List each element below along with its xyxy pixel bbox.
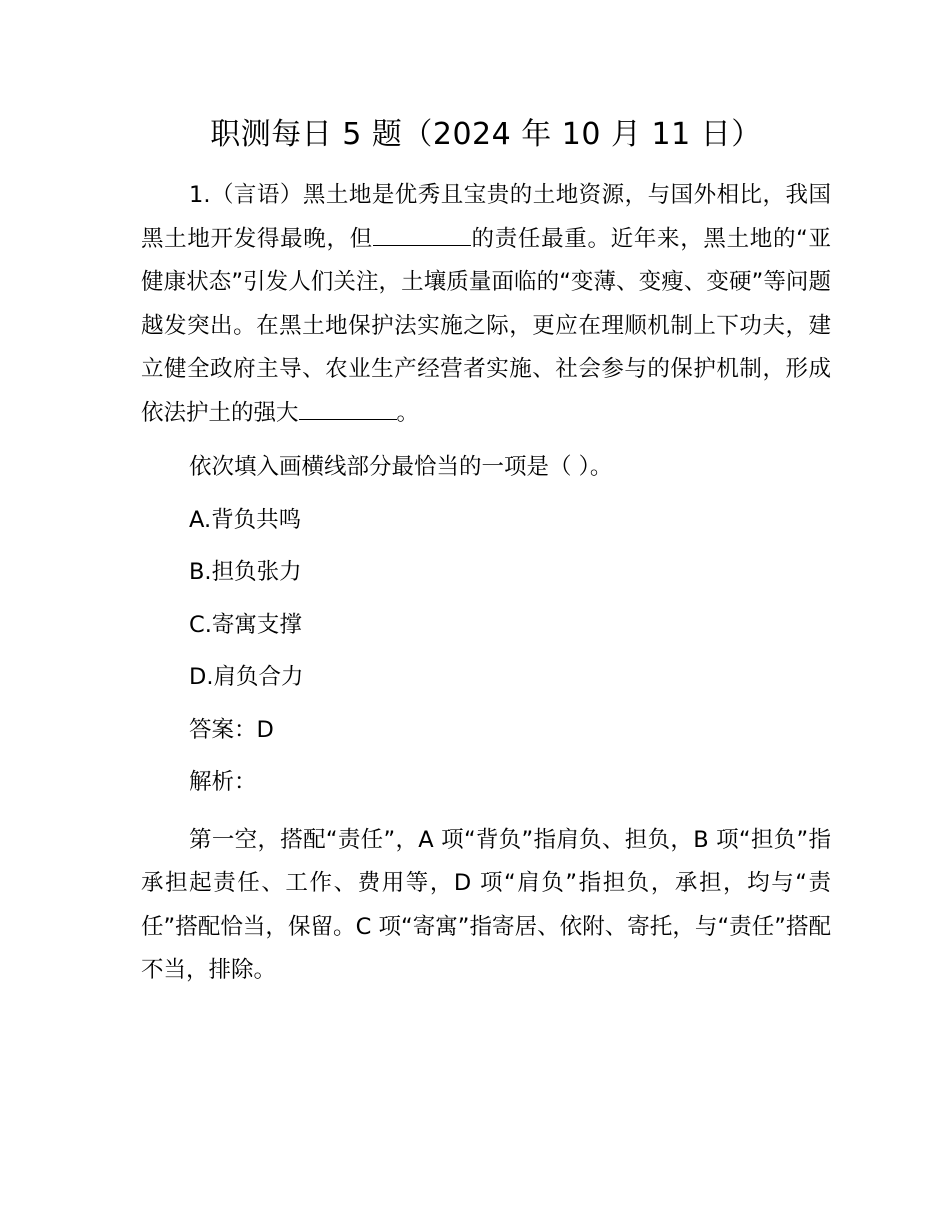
document-title: 职测每日 5 题（2024 年 10 月 11 日） [210, 117, 762, 152]
option-c: C.寄寓支撑 [189, 611, 302, 638]
analysis-label: 解析： [189, 769, 257, 795]
fill-blank-2 [299, 397, 397, 420]
fill-blank-1 [373, 223, 471, 246]
answer-line: 答案：D [189, 716, 274, 743]
analysis-text: 第一空，搭配“责任”，A 项“背负”指肩负、担负，B 项“担负”指承担起责任、工作、费用等，D 项“肩负”指担负，承担，均与“责任”搭配恰当，保留。C 项“寄寓”指寄居、依附、寄托，与“责任”搭配不当，排除。 [141, 826, 831, 983]
document-page [141, 112, 831, 993]
option-a: A.背负共鸣 [189, 506, 302, 533]
question-stem-part-3: 。 [396, 399, 420, 426]
question-stem [141, 174, 831, 435]
question-stem-part-1: 1.（言语）黑土地是优秀且宝贵的土地资源，与国外相比，我国黑土地开发得最晚，但 [141, 182, 831, 252]
option-b: B.担负张力 [189, 559, 302, 585]
option-d: D.肩负合力 [189, 664, 304, 690]
question-instruction: 依次填入画横线部分最恰当的一项是（ ）。 [189, 454, 613, 480]
question-stem-part-2: 的责任最重。近年来，黑土地的“亚健康状态”引发人们关注，土壤质量面临的“变薄、变瘦、变硬”等问题越发突出。在黑土地保护法实施之际，更应在理顺机制上下功夫，建立健全政府主导、农业生产经营者实施、社会参与的保护机制，形成依法护土的强大 [141, 225, 831, 426]
